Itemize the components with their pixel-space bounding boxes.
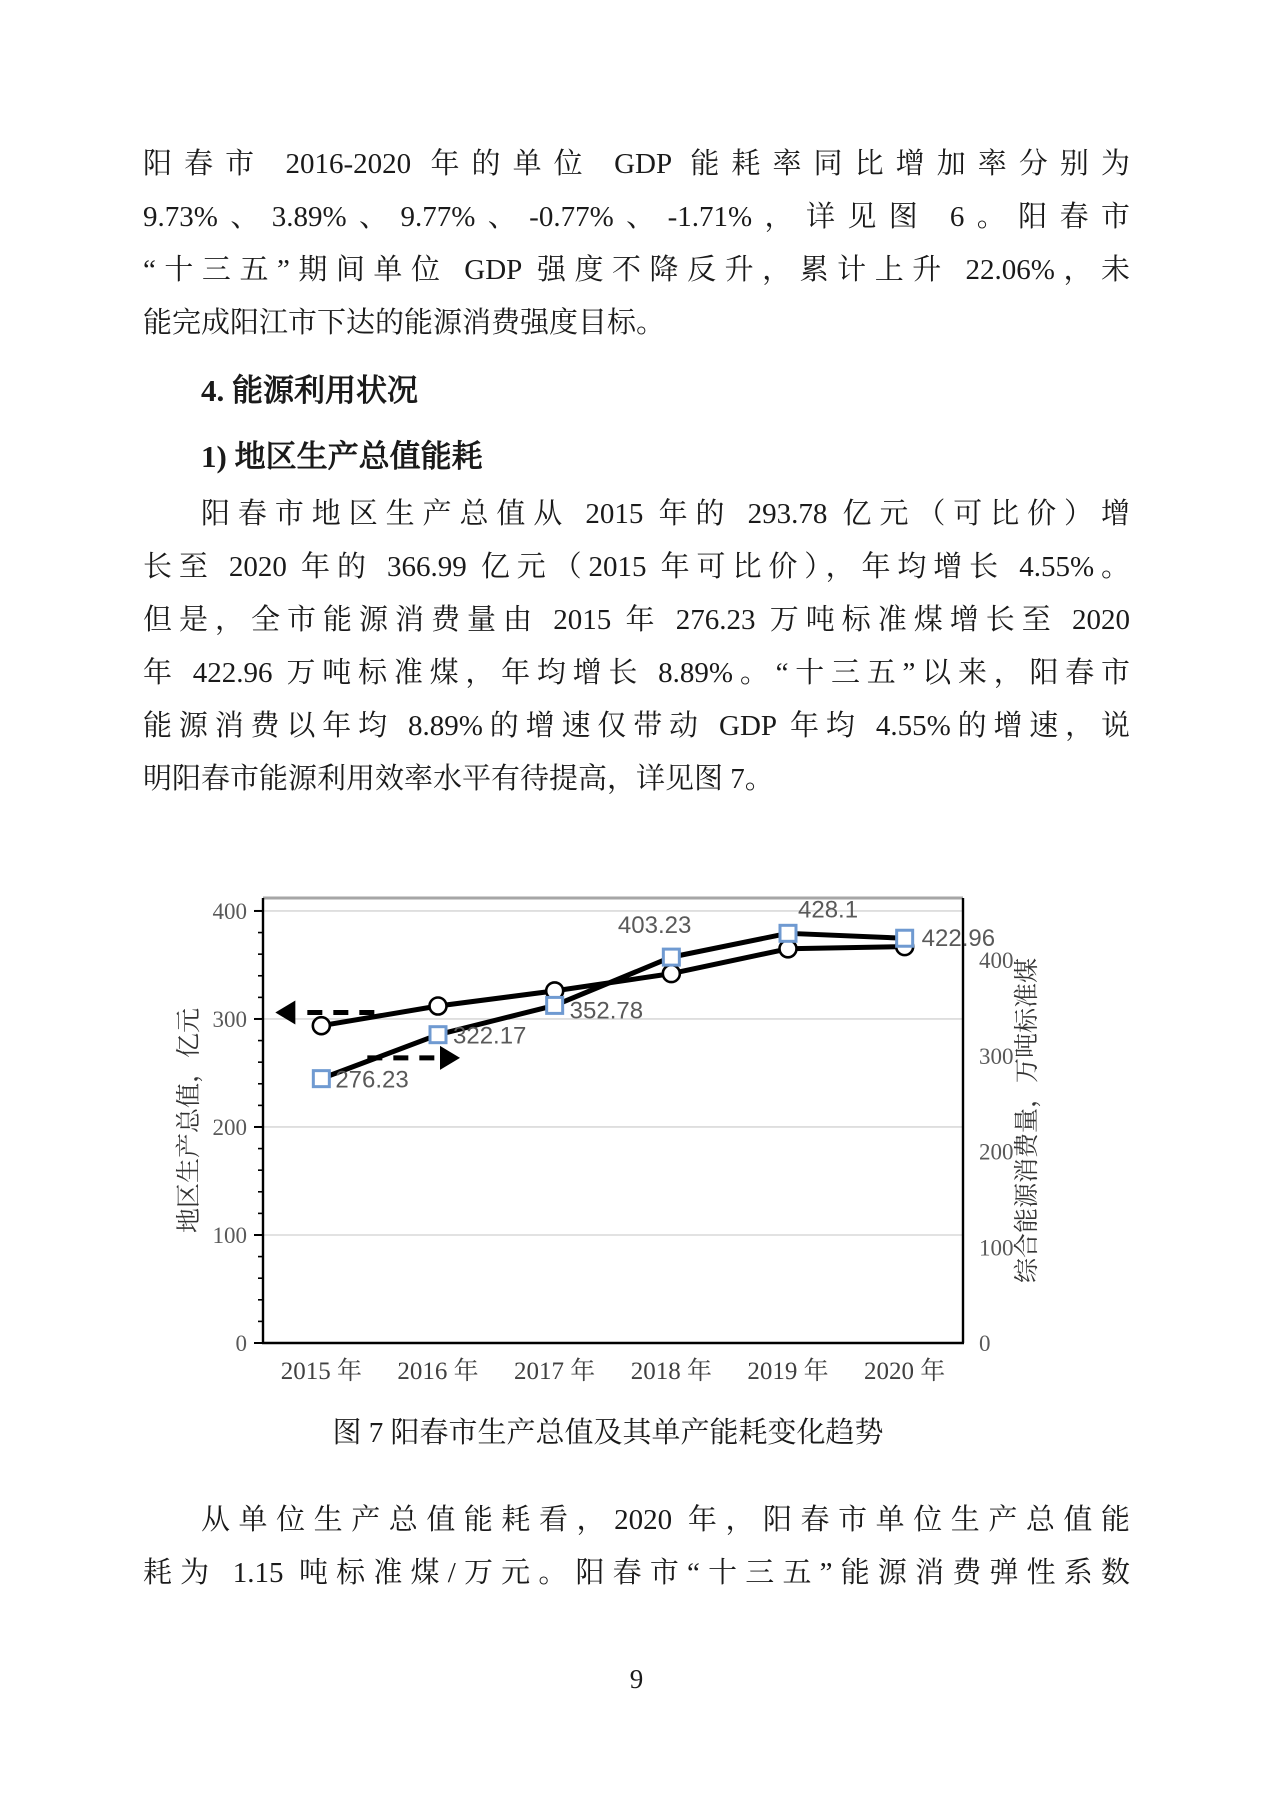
- page-content: [143, 138, 1130, 1695]
- svg-text:100: 100: [979, 1235, 1014, 1261]
- text-line: 能源消费以年均 8.89%的增速仅带动 GDP 年均 4.55%的增速，说: [143, 710, 1130, 742]
- text-line: 年 422.96 万吨标准煤，年均增长 8.89%。“十三五”以来，阳春市: [143, 657, 1130, 689]
- svg-text:422.96: 422.96: [921, 925, 996, 953]
- text-line: 从单位生产总值能耗看，2020 年，阳春市单位生产总值能: [201, 1504, 1130, 1536]
- svg-text:100: 100: [212, 1222, 247, 1248]
- paragraph-2: [143, 488, 1130, 806]
- svg-text:352.78: 352.78: [569, 997, 644, 1025]
- svg-text:300: 300: [979, 1043, 1014, 1069]
- text-line: 阳春市地区生产总值从 2015 年的 293.78 亿元（可比价）增: [201, 498, 1130, 530]
- svg-text:300: 300: [212, 1006, 247, 1032]
- paragraph-1: [143, 138, 1130, 350]
- svg-text:276.23: 276.23: [335, 1066, 409, 1094]
- text-line: 9.73%、3.89%、9.77%、-0.77%、-1.71%，详见图 6。阳春市: [143, 201, 1130, 233]
- paragraph-3: [143, 1494, 1130, 1600]
- figure-7: [163, 886, 1073, 1396]
- svg-text:2015 年: 2015 年: [280, 1358, 362, 1385]
- svg-text:2016 年: 2016 年: [397, 1358, 479, 1385]
- text-line: 能完成阳江市下达的能源消费强度目标。: [143, 307, 666, 339]
- section-heading: 4. 能源利用状况: [201, 373, 418, 408]
- text-line: “十三五”期间单位 GDP 强度不降反升，累计上升 22.06%，未: [143, 254, 1130, 286]
- svg-text:2017 年: 2017 年: [514, 1358, 596, 1385]
- svg-text:400: 400: [979, 948, 1014, 974]
- svg-text:2019 年: 2019 年: [747, 1358, 829, 1385]
- svg-text:322.17: 322.17: [453, 1022, 527, 1050]
- page-number: 9: [629, 1664, 644, 1694]
- text-line: 但是，全市能源消费量由 2015 年 276.23 万吨标准煤增长至 2020: [143, 604, 1130, 636]
- svg-text:地区生产总值，亿元: 地区生产总值，亿元: [176, 1007, 203, 1234]
- text-line: 长至 2020 年的 366.99 亿元（2015 年可比价），年均增长 4.55%。: [143, 551, 1130, 583]
- svg-text:2018 年: 2018 年: [630, 1358, 712, 1385]
- svg-text:200: 200: [979, 1139, 1014, 1165]
- figure7-chart: [163, 886, 1073, 1391]
- text-line: 阳春市 2016-2020 年的单位 GDP 能耗率同比增加率分别为: [143, 148, 1130, 180]
- text-line: 耗为 1.15 吨标准煤/万元。阳春市“十三五”能源消费弹性系数: [143, 1557, 1130, 1589]
- figure-caption: 图 7 阳春市生产总值及其单产能耗变化趋势: [332, 1417, 884, 1449]
- svg-text:428.1: 428.1: [798, 896, 859, 924]
- svg-text:0: 0: [979, 1331, 991, 1356]
- svg-text:2020 年: 2020 年: [864, 1358, 946, 1385]
- svg-text:200: 200: [212, 1114, 247, 1140]
- text-line: 明阳春市能源利用效率水平有待提高，详见图 7。: [143, 763, 774, 795]
- svg-text:400: 400: [212, 898, 247, 924]
- subsection-heading: 1) 地区生产总值能耗: [201, 439, 483, 474]
- svg-text:综合能源消费量，万吨标准煤: 综合能源消费量，万吨标准煤: [1014, 957, 1041, 1284]
- svg-text:403.23: 403.23: [617, 912, 692, 940]
- svg-text:0: 0: [235, 1331, 247, 1356]
